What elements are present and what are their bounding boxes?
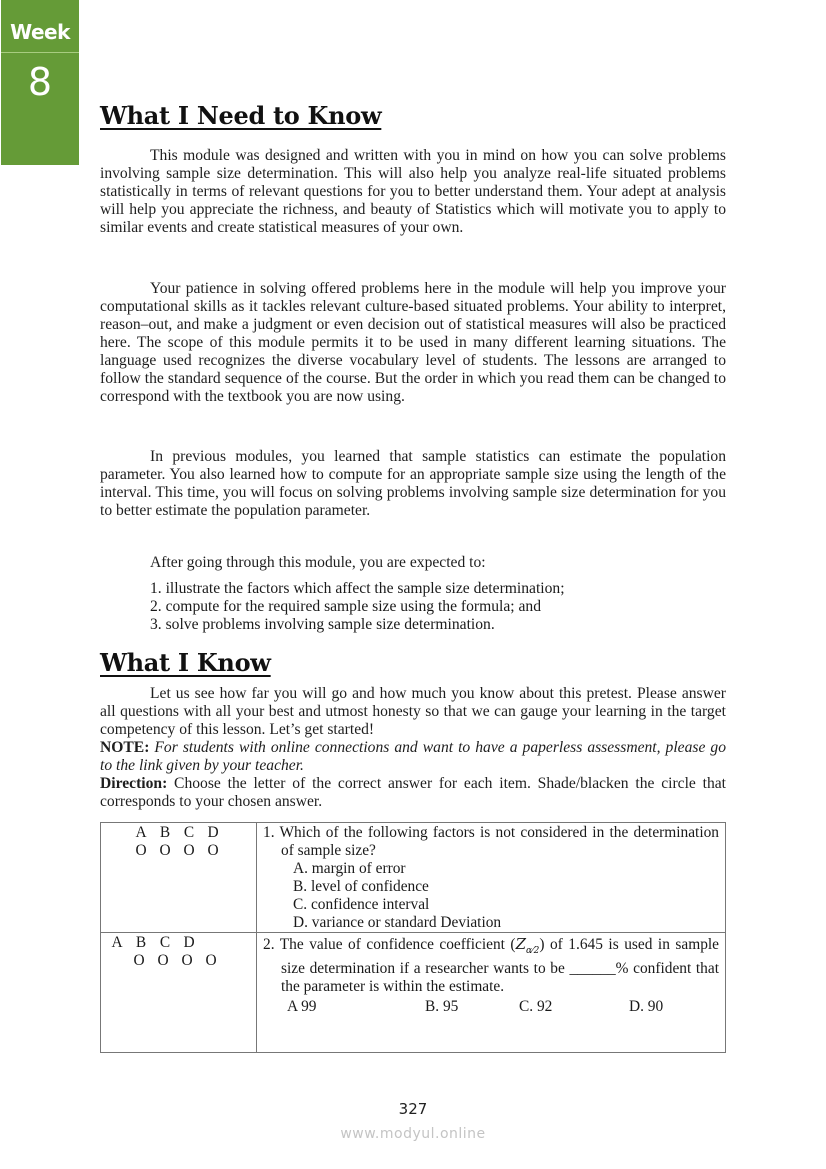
answer-bubble-c[interactable]: O	[181, 952, 193, 969]
answer-bubbles-cell	[101, 933, 257, 1053]
option: C. confidence interval	[293, 896, 430, 913]
watermark: www.modyul.online	[340, 1126, 486, 1142]
question-stem: 1. Which of the following factors is not considered in the determination of sample size?	[263, 824, 719, 859]
bubble-letter: C	[183, 824, 195, 841]
paragraph-previous-modules: In previous modules, you learned that sample statistics can estimate the population parameter. You also learned how to compute for an appropriate sample size using the length of the interval. This time, you will focus on solving problems involving sample size determination for you to better estimate the population parameter.	[100, 448, 726, 519]
bubble-letters	[129, 824, 256, 842]
pretest-intro: Let us see how far you will go and how much you know about this pretest. Please answer all questions with all your best and utmost honesty so that we can gauge your learning in the target competency of this lesson. Let’s get started!	[100, 685, 726, 738]
question-row	[101, 823, 726, 933]
bubble-letter: A	[135, 824, 147, 841]
option: A. margin of error	[293, 860, 406, 877]
formula-subscript: α⁄2	[526, 946, 540, 956]
question-cell	[257, 933, 726, 1053]
question-options	[293, 860, 719, 932]
stem-part: 2. The value of confidence coefficient (	[263, 936, 516, 953]
week-tab	[1, 0, 79, 165]
note-label: NOTE:	[100, 739, 150, 756]
direction-label: Direction:	[100, 775, 168, 792]
answer-bubble-b[interactable]: O	[157, 952, 169, 969]
week-number: 8	[27, 60, 53, 104]
direction-text: Choose the letter of the correct answer for each item. Shade/blacken the circle that corresponds to your chosen answer.	[100, 775, 726, 810]
bubble-letter: D	[183, 934, 195, 951]
question-stem	[263, 935, 719, 996]
option: A 99	[287, 998, 317, 1015]
objective-item: 3. solve problems involving sample size determination.	[150, 616, 495, 633]
answer-bubble-d[interactable]: O	[207, 842, 219, 859]
objectives-list	[150, 580, 565, 634]
bubble-letter: A	[111, 934, 123, 951]
option: B. level of confidence	[293, 878, 429, 895]
option: D. variance or standard Deviation	[293, 914, 502, 931]
answer-bubble-d[interactable]: O	[205, 952, 217, 969]
option: C. 92	[519, 998, 553, 1015]
answer-bubble-a[interactable]: O	[133, 952, 145, 969]
bubble-circles	[127, 952, 256, 970]
direction-paragraph	[100, 775, 726, 811]
objectives-intro: After going through this module, you are expected to:	[150, 554, 486, 571]
bubble-letter: D	[207, 824, 219, 841]
option: B. 95	[425, 998, 459, 1015]
question-options	[287, 998, 719, 1016]
answer-bubble-c[interactable]: O	[183, 842, 195, 859]
bubble-letter: B	[159, 824, 171, 841]
page-number: 327	[398, 1100, 428, 1118]
stem-part: ) of 1.645 is used in sample size determination if a researcher wants to be ______% confident that the parameter is within the estimate.	[281, 936, 719, 995]
option: D. 90	[629, 998, 664, 1015]
answer-bubbles-cell	[101, 823, 257, 933]
bubble-circles	[129, 842, 256, 860]
bubble-letter: B	[135, 934, 147, 951]
week-label: Week	[10, 20, 70, 44]
question-cell	[257, 823, 726, 933]
answer-bubble-a[interactable]: O	[135, 842, 147, 859]
objective-item: 2. compute for the required sample size using the formula; and	[150, 598, 542, 615]
paragraph-patience: Your patience in solving offered problems here in the module will help you improve your computational skills as it tackles relevant culture-based situated problems. Your ability to interpret, reason–out, and make a judgment or even decision out of statistical measures will also be practiced here. The scope of this module permits it to be used in many different learning situations. The language used recognizes the diverse vocabulary level of students. The lessons are arranged to follow the standard sequence of the course. But the order in which you read them can be changed to correspond with the textbook you are now using.	[100, 280, 726, 405]
answer-bubble-b[interactable]: O	[159, 842, 171, 859]
formula-z: Z	[515, 935, 526, 953]
bubble-letter: C	[159, 934, 171, 951]
note-paragraph	[100, 739, 726, 775]
section-title-what-i-know: What I Know	[100, 648, 271, 677]
week-divider	[1, 52, 79, 53]
question-row	[101, 933, 726, 1053]
pretest-table	[100, 822, 726, 1053]
paragraph-intro: This module was designed and written with you in mind on how you can solve problems involving sample size determination. This will also help you analyze real-life situated problems statistically in terms of relevant questions for you to better understand them. Your adept at analysis will help you appreciate the richness, and beauty of Statistics which will motivate you to apply to similar events and create statistical measures of your own.	[100, 147, 726, 236]
objective-item: 1. illustrate the factors which affect the sample size determination;	[150, 580, 565, 597]
note-text: For students with online connections and want to have a paperless assessment, please go to the link given by your teacher.	[100, 739, 726, 774]
section-title-what-i-need-to-know: What I Need to Know	[100, 101, 382, 130]
z-alpha-half-formula	[515, 935, 540, 956]
bubble-letters	[105, 934, 256, 952]
